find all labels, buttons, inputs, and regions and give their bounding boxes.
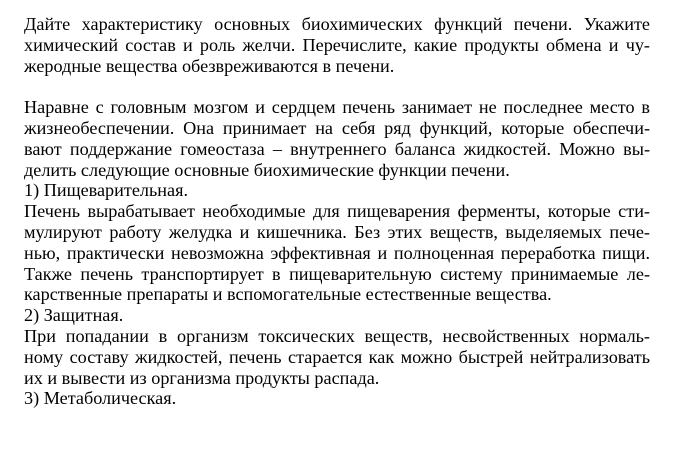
answer-line: вают поддержание гомеостаза – внутреннего баланса жидкостей. Можно вы- (24, 138, 650, 159)
answer-line: жизнеобеспечении. Она принимает на себя ряд функций, которые обеспечи- (24, 117, 650, 138)
section-heading-protective: 2) Защитная. (24, 305, 124, 326)
document-page (24, 14, 650, 409)
section-protective-paragraph (24, 326, 650, 388)
answer-line: Печень вырабатывает необходимые для пищеварения ферменты, которые сти- (24, 201, 650, 222)
answer-line: ному составу жидкостей, печень старается как можно быстрей нейтрализовать (24, 346, 650, 367)
section-heading-digestive: 1) Пищеварительная. (24, 180, 188, 201)
answer-line: их и вывести из организма продукты распада. (24, 367, 380, 388)
section-digestive-paragraph (24, 201, 650, 305)
answer-line: мулируют работу желудка и кишечника. Без этих веществ, выделяемых пече- (24, 221, 650, 242)
answer-line: Наравне с головным мозгом и сердцем печень занимает не последнее место в (24, 97, 650, 118)
answer-line: Также печень транспортирует в пищеварительную систему принимаемые ле- (24, 263, 650, 284)
answer-intro-paragraph (24, 97, 650, 180)
question-line: жеродные вещества обезвреживаются в печени. (24, 55, 395, 76)
paragraph-gap (24, 76, 650, 97)
answer-line: карственные препараты и вспомогательные естественные вещества. (24, 284, 552, 305)
question-line: Дайте характеристику основных биохимических функций печени. Укажите (24, 14, 650, 34)
answer-line: нью, практически невозможна эффективная и полноценная переработка пищи. (24, 242, 650, 263)
answer-line: делить следующие основные биохимические функции печени. (24, 159, 510, 180)
answer-line: При попадании в организм токсических веществ, несвойственных нормаль- (24, 325, 650, 346)
section-heading-metabolic: 3) Метаболическая. (24, 388, 177, 409)
question-paragraph (24, 14, 650, 76)
question-line: химический состав и роль желчи. Перечислите, какие продукты обмена и чу- (24, 34, 650, 55)
